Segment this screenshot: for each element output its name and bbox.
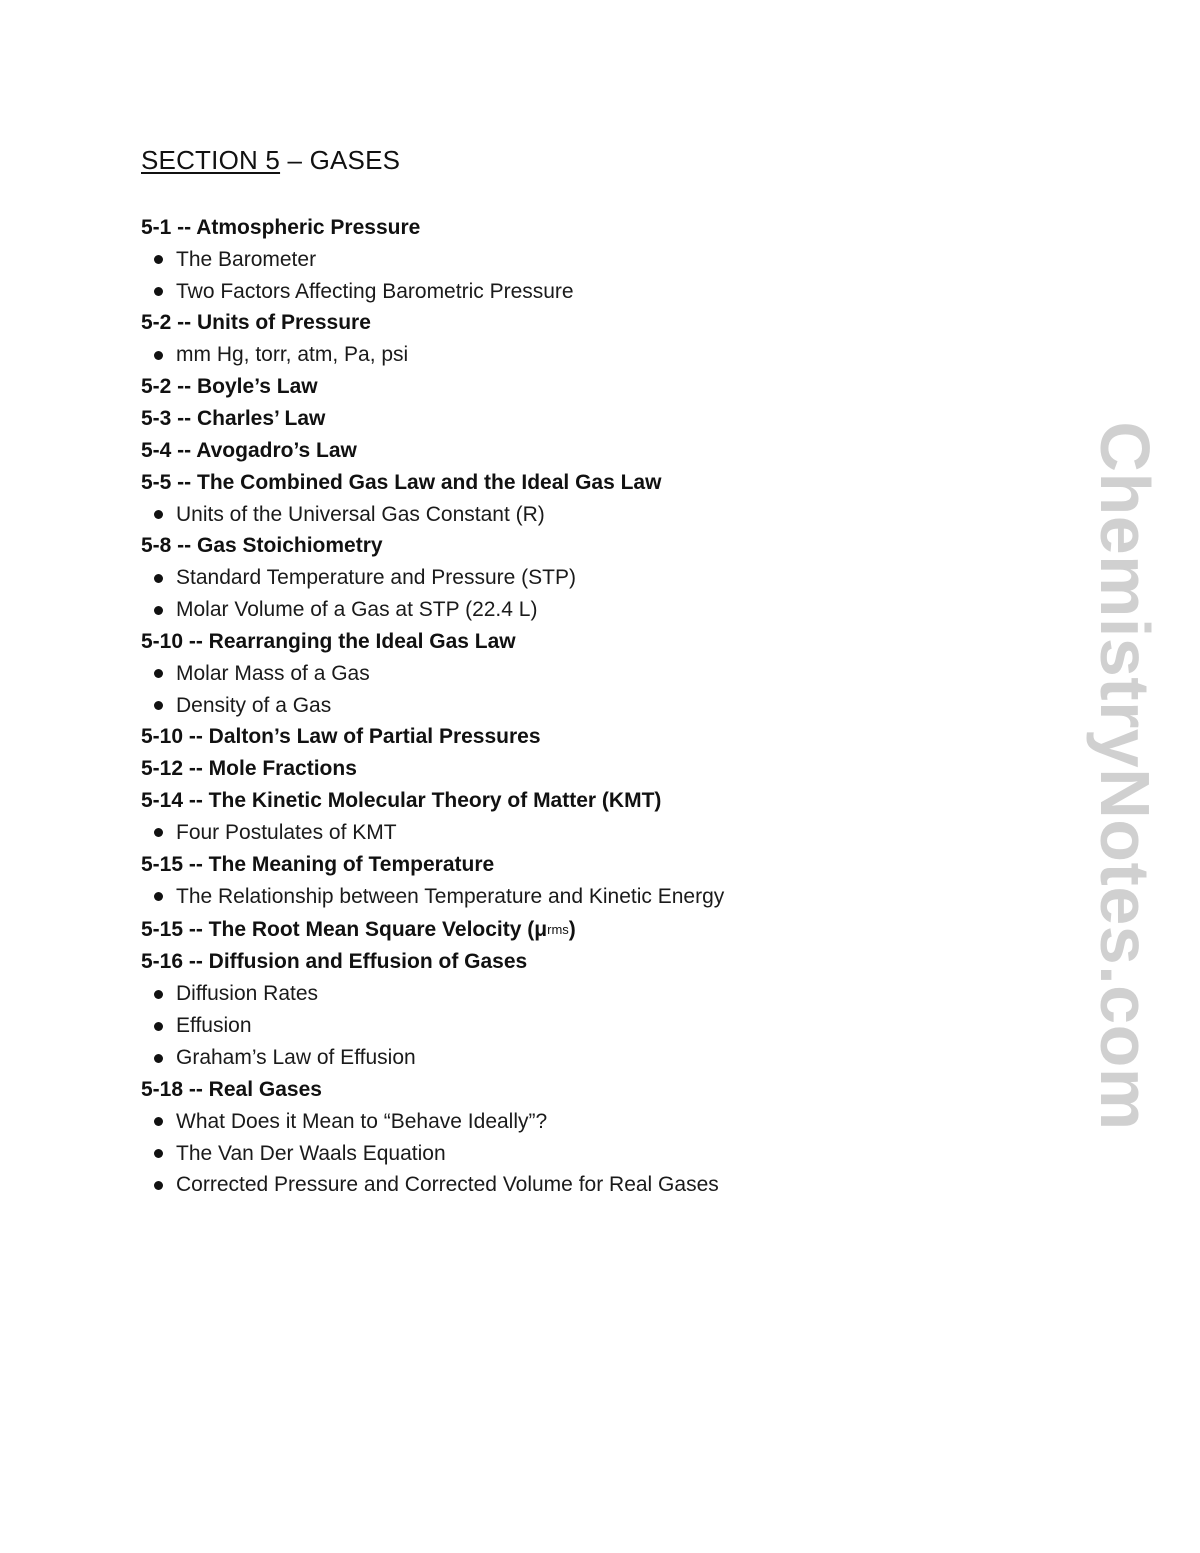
toc-text: Two Factors Affecting Barometric Pressure xyxy=(176,279,574,303)
toc-heading xyxy=(141,785,1041,817)
toc-text: Corrected Pressure and Corrected Volume for Real Gases xyxy=(176,1173,719,1197)
toc-heading xyxy=(141,308,1041,340)
toc-text: Standard Temperature and Pressure (STP) xyxy=(176,566,576,590)
toc-bullet-item xyxy=(141,1042,1041,1074)
bullet-icon xyxy=(154,574,163,583)
bullet-icon xyxy=(154,892,163,901)
bullet-icon xyxy=(154,510,163,519)
toc-text: Molar Volume of a Gas at STP (22.4 L) xyxy=(176,598,538,622)
toc-text: 5-2 -- Boyle’s Law xyxy=(141,375,318,399)
section-title-number: SECTION 5 xyxy=(141,145,281,175)
toc-text: Molar Mass of a Gas xyxy=(176,661,370,685)
toc-bullet-item xyxy=(141,276,1041,308)
toc-text: 5-18 -- Real Gases xyxy=(141,1077,322,1101)
toc-bullet-item xyxy=(141,1138,1041,1170)
toc-text: Effusion xyxy=(176,1014,252,1038)
toc-text: The Relationship between Temperature and Kinetic Energy xyxy=(176,884,725,908)
toc-heading xyxy=(141,435,1041,467)
toc-bullet-item xyxy=(141,978,1041,1010)
toc-heading xyxy=(141,403,1041,435)
toc-heading xyxy=(141,626,1041,658)
toc-text-after: ) xyxy=(568,917,576,941)
toc-bullet-item xyxy=(141,244,1041,276)
toc-text: Units of the Universal Gas Constant (R) xyxy=(176,502,545,526)
toc-bullet-item xyxy=(141,881,1041,913)
watermark: ChemistryNotes.com xyxy=(1086,421,1164,1131)
bullet-icon xyxy=(154,1149,163,1158)
bullet-icon xyxy=(154,255,163,264)
toc-text: The Barometer xyxy=(176,247,317,271)
bullet-icon xyxy=(154,1054,163,1063)
bullet-icon xyxy=(154,1117,163,1126)
toc-text: 5-3 -- Charles’ Law xyxy=(141,406,326,430)
toc-bullet-item xyxy=(141,499,1041,531)
toc-text: 5-12 -- Mole Fractions xyxy=(141,757,357,781)
toc-text: Diffusion Rates xyxy=(176,982,319,1006)
toc-text: 5-8 -- Gas Stoichiometry xyxy=(141,534,383,558)
bullet-icon xyxy=(154,701,163,710)
toc-text: 5-10 -- Rearranging the Ideal Gas Law xyxy=(141,629,516,653)
toc-text: The Van Der Waals Equation xyxy=(176,1141,446,1165)
toc-bullet-item xyxy=(141,1106,1041,1138)
toc-text: Four Postulates of KMT xyxy=(176,820,397,844)
toc-text: 5-10 -- Dalton’s Law of Partial Pressures xyxy=(141,725,541,749)
toc-heading xyxy=(141,849,1041,881)
toc-text: 5-15 -- The Root Mean Square Velocity (μ xyxy=(141,917,548,941)
bullet-icon xyxy=(154,1181,163,1190)
toc-bullet-item xyxy=(141,817,1041,849)
toc-text: What Does it Mean to “Behave Ideally”? xyxy=(176,1109,548,1133)
toc-text: 5-2 -- Units of Pressure xyxy=(141,311,371,335)
table-of-contents xyxy=(141,212,1041,1201)
toc-heading xyxy=(141,947,1041,979)
toc-text: 5-5 -- The Combined Gas Law and the Ideal Gas Law xyxy=(141,470,662,494)
toc-text: Graham’s Law of Effusion xyxy=(176,1046,416,1070)
toc-bullet-item xyxy=(141,1169,1041,1201)
toc-heading xyxy=(141,371,1041,403)
toc-heading xyxy=(141,1074,1041,1106)
bullet-icon xyxy=(154,606,163,615)
toc-text: 5-14 -- The Kinetic Molecular Theory of Matter (KMT) xyxy=(141,789,662,813)
toc-bullet-item xyxy=(141,658,1041,690)
toc-heading xyxy=(141,467,1041,499)
toc-bullet-item xyxy=(141,594,1041,626)
toc-bullet-item xyxy=(141,1010,1041,1042)
bullet-icon xyxy=(154,287,163,296)
bullet-icon xyxy=(154,1022,163,1031)
toc-text: 5-16 -- Diffusion and Effusion of Gases xyxy=(141,950,528,974)
bullet-icon xyxy=(154,990,163,999)
toc-text: Density of a Gas xyxy=(176,693,332,717)
toc-text: 5-1 -- Atmospheric Pressure xyxy=(141,215,421,239)
toc-bullet-item xyxy=(141,690,1041,722)
toc-heading xyxy=(141,722,1041,754)
toc-bullet-item xyxy=(141,339,1041,371)
bullet-icon xyxy=(154,669,163,678)
toc-heading: 5-15 -- The Root Mean Square Velocity (μ rms ) xyxy=(141,917,576,941)
toc-text: mm Hg, torr, atm, Pa, psi xyxy=(176,343,409,367)
bullet-icon xyxy=(154,351,163,360)
section-title xyxy=(141,144,400,176)
toc-bullet-item xyxy=(141,562,1041,594)
section-title-name: – GASES xyxy=(280,145,401,175)
toc-text: 5-4 -- Avogadro’s Law xyxy=(141,438,357,462)
toc-heading xyxy=(141,212,1041,244)
toc-heading xyxy=(141,530,1041,562)
toc-text: 5-15 -- The Meaning of Temperature xyxy=(141,852,495,876)
toc-heading xyxy=(141,753,1041,785)
bullet-icon xyxy=(154,828,163,837)
